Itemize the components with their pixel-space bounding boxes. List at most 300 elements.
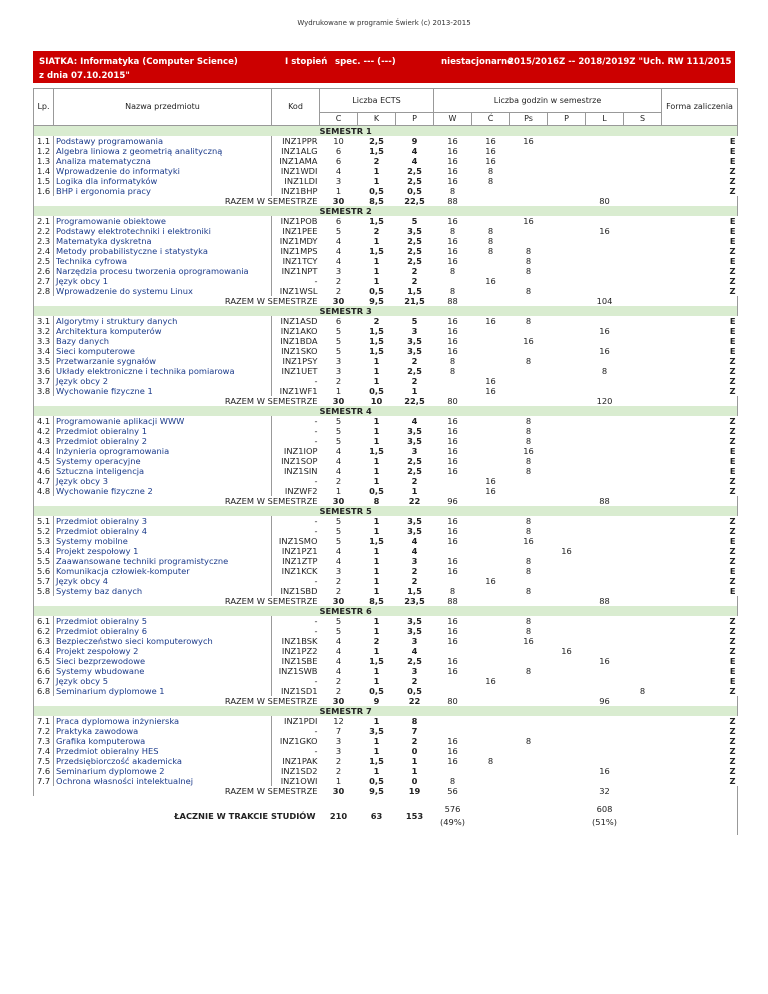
course-k: 1 [373,436,380,446]
course-cw [472,776,510,786]
course-w: 16 [447,136,458,146]
course-form: E [729,656,736,666]
course-row [34,466,738,476]
course-name: Algorytmy i struktury danych [54,316,272,326]
course-w: 16 [447,326,458,336]
course-name: Przedmiot obieralny 1 [54,426,272,436]
course-s [624,136,662,146]
study-grid-table [33,88,738,835]
course-c: 1 [335,776,342,786]
course-l: 16 [599,766,610,776]
course-l [586,456,624,466]
course-l: 16 [599,656,610,666]
course-code: INZ1SMO [272,536,320,546]
course-cw: 8 [487,166,494,176]
course-name: Sieci komputerowe [54,346,272,356]
course-code: INZ1SD1 [272,686,320,696]
course-s [624,476,662,486]
sum-k: 9,5 [369,296,384,306]
course-l [586,726,624,736]
course-cw [472,656,510,666]
course-p: 1 [411,756,418,766]
course-p: 2 [411,736,418,746]
course-s [624,436,662,446]
course-lp: 4.2 [34,426,54,436]
course-code: INZ1SBE [272,656,320,666]
course-name: Analiza matematyczna [54,156,272,166]
course-ps: 8 [525,256,532,266]
col-code: Kod [272,89,320,126]
course-lp: 3.8 [34,386,54,396]
course-l [586,536,624,546]
course-name: Wychowanie fizyczne 2 [54,486,272,496]
course-code: INZ1AMA [272,156,320,166]
course-ps [510,576,548,586]
course-c: 4 [335,246,342,256]
course-cw [472,466,510,476]
course-c: 3 [335,176,342,186]
course-name: Systemy mobilne [54,536,272,546]
course-lp: 2.7 [34,276,54,286]
course-code: - [272,416,320,426]
course-pr [548,376,586,386]
course-code: - [272,616,320,626]
course-l [586,186,624,196]
course-row [34,266,738,276]
course-c: 5 [335,226,342,236]
course-l [586,146,624,156]
course-p: 5 [411,316,418,326]
course-p: 3,5 [407,426,422,436]
course-k: 1 [373,556,380,566]
course-pr [548,656,586,666]
course-lp: 1.1 [34,136,54,146]
course-name: Ochrona własności intelektualnej [54,776,272,786]
course-p: 0,5 [407,186,422,196]
course-pr [548,526,586,536]
course-k: 1 [373,416,380,426]
course-code: - [272,276,320,286]
course-row [34,166,738,176]
course-c: 6 [335,156,342,166]
course-w [434,676,472,686]
course-row [34,426,738,436]
course-p: 4 [411,536,418,546]
course-k: 1,5 [369,346,384,356]
course-lp: 2.5 [34,256,54,266]
course-l: 8 [601,366,608,376]
course-form: Z [729,266,736,276]
course-code: INZ1BHP [272,186,320,196]
course-c: 6 [335,316,342,326]
course-cw: 16 [485,476,496,486]
course-code: INZ1SWB [272,666,320,676]
course-ps: 8 [525,246,532,256]
course-k: 2 [373,636,380,646]
sum-label: RAZEM W SEMESTRZE [34,196,320,206]
course-k: 1 [373,176,380,186]
course-c: 4 [335,466,342,476]
course-lp: 3.4 [34,346,54,356]
course-form: Z [729,716,736,726]
semester-sum-row [34,596,738,606]
course-k: 1,5 [369,756,384,766]
course-l [586,746,624,756]
course-form: E [729,456,736,466]
course-lp: 2.2 [34,226,54,236]
semester-header [34,126,738,137]
course-c: 5 [335,616,342,626]
course-k: 1 [373,466,380,476]
course-k: 1,5 [369,246,384,256]
sum-other: 96 [599,696,610,706]
course-p: 3 [411,666,418,676]
semester-sum-row [34,786,738,796]
course-s [624,366,662,376]
course-pr [548,426,586,436]
course-pr [548,456,586,466]
course-k: 1 [373,476,380,486]
course-ps [510,756,548,766]
course-cw [472,626,510,636]
course-code: INZ1AKO [272,326,320,336]
course-c: 4 [335,646,342,656]
course-name: Inżynieria oprogramowania [54,446,272,456]
course-s [624,256,662,266]
course-code: INZ1SIN [272,466,320,476]
course-p: 1,5 [407,586,422,596]
course-cw: 8 [487,756,494,766]
course-k: 0,5 [369,186,384,196]
course-p: 3,5 [407,346,422,356]
course-pr [548,586,586,596]
sum-w: 56 [447,786,458,796]
course-l [586,566,624,576]
col-hours: Liczba godzin w semestrze [434,89,662,113]
total-w [434,796,472,835]
course-code: - [272,426,320,436]
col-lp: Lp. [34,89,54,126]
course-form: E [729,326,736,336]
course-s [624,236,662,246]
course-code: - [272,526,320,536]
course-form: E [729,136,736,146]
course-l [586,266,624,276]
course-cw: 16 [485,376,496,386]
course-ps: 8 [525,626,532,636]
course-w: 16 [447,246,458,256]
course-s [624,466,662,476]
course-ps [510,376,548,386]
course-p: 2,5 [407,256,422,266]
course-code: INZ1IOP [272,446,320,456]
course-row [34,326,738,336]
course-lp: 4.5 [34,456,54,466]
course-ps: 8 [525,266,532,276]
course-name: Wprowadzenie do systemu Linux [54,286,272,296]
course-c: 2 [335,276,342,286]
course-w: 16 [447,146,458,156]
course-k: 3,5 [369,726,384,736]
course-code: INZ1PDI [272,716,320,726]
sum-c: 30 [332,786,345,796]
course-c: 5 [335,626,342,636]
course-name: Seminarium dyplomowe 1 [54,686,272,696]
course-form: Z [729,776,736,786]
course-l [586,526,624,536]
course-form: Z [729,476,736,486]
course-code: INZ1UET [272,366,320,376]
sum-w: 80 [447,696,458,706]
sum-other: 88 [599,496,610,506]
course-p: 4 [411,146,418,156]
course-k: 0,5 [369,486,384,496]
course-ps [510,766,548,776]
course-s [624,316,662,326]
course-name: Bezpieczeństwo sieci komputerowych [54,636,272,646]
course-cw [472,266,510,276]
course-k: 1 [373,376,380,386]
course-pr [548,536,586,546]
course-s [624,536,662,546]
course-row [34,186,738,196]
course-k: 1 [373,356,380,366]
course-code: INZ1OWI [272,776,320,786]
col-pr: P [548,113,586,126]
course-k: 1,5 [369,216,384,226]
course-s [624,716,662,726]
semester-sum-row [34,196,738,206]
course-w: 8 [449,226,456,236]
course-pr [548,366,586,376]
course-form: E [729,236,736,246]
course-row [34,276,738,286]
course-c: 5 [335,436,342,446]
course-s: 8 [639,686,646,696]
course-lp: 6.1 [34,616,54,626]
course-l [586,546,624,556]
course-p: 0 [411,746,418,756]
course-k: 1 [373,646,380,656]
course-ps: 8 [525,586,532,596]
course-k: 1,5 [369,656,384,666]
total-c: 210 [329,810,348,821]
program-mode: niestacjonarne [441,57,513,67]
course-code: INZ1PEE [272,226,320,236]
course-s [624,216,662,226]
semester-title: SEMESTR 3 [320,306,662,316]
course-p: 3 [411,446,418,456]
course-cw [472,326,510,336]
course-lp: 2.6 [34,266,54,276]
course-l [586,246,624,256]
course-lp: 3.5 [34,356,54,366]
course-row [34,586,738,596]
course-form: Z [729,376,736,386]
course-row [34,566,738,576]
course-pr [548,576,586,586]
course-lp: 6.7 [34,676,54,686]
sum-k: 8,5 [369,196,384,206]
sum-w: 88 [447,196,458,206]
course-code: INZ1GKO [272,736,320,746]
course-c: 2 [335,586,342,596]
course-k: 1,5 [369,146,384,156]
course-lp: 4.1 [34,416,54,426]
course-name: Sieci bezprzewodowe [54,656,272,666]
course-cw [472,346,510,356]
course-l [586,176,624,186]
course-l [586,476,624,486]
course-w [434,686,472,696]
course-name: Grafika komputerowa [54,736,272,746]
course-cw [472,256,510,266]
course-w: 16 [447,346,458,356]
course-pr [548,446,586,456]
course-l [586,666,624,676]
course-w: 16 [447,636,458,646]
course-pr [548,246,586,256]
course-s [624,146,662,156]
col-w: W [434,113,472,126]
course-pr [548,226,586,236]
course-ps [510,166,548,176]
course-c: 4 [335,236,342,246]
course-s [624,636,662,646]
sum-p: 22,5 [404,196,425,206]
course-cw [472,636,510,646]
sum-label: RAZEM W SEMESTRZE [34,496,320,506]
course-ps: 8 [525,466,532,476]
course-name: Programowanie aplikacji WWW [54,416,272,426]
course-lp: 3.6 [34,366,54,376]
course-lp: 2.3 [34,236,54,246]
course-k: 1 [373,256,380,266]
course-l [586,486,624,496]
course-w: 16 [447,416,458,426]
course-row [34,286,738,296]
course-name: Narzędzia procesu tworzenia oprogramowania [54,266,272,276]
course-k: 1 [373,766,380,776]
course-c: 2 [335,286,342,296]
course-w: 16 [447,466,458,476]
course-ps [510,146,548,156]
course-c: 5 [335,426,342,436]
course-l [586,256,624,266]
course-cw: 8 [487,236,494,246]
course-form: Z [729,736,736,746]
course-cw [472,446,510,456]
course-c: 5 [335,326,342,336]
sum-other: 104 [596,296,613,306]
course-code: - [272,576,320,586]
course-s [624,566,662,576]
course-cw [472,736,510,746]
course-name: Przedmiot obieralny 6 [54,626,272,636]
course-name: Metody probabilistyczne i statystyka [54,246,272,256]
course-s [624,156,662,166]
course-w: 8 [449,776,456,786]
course-s [624,746,662,756]
course-row [34,256,738,266]
course-pr [548,486,586,496]
course-c: 5 [335,536,342,546]
course-code: INZ1ALG [272,146,320,156]
course-l [586,776,624,786]
course-p: 2,5 [407,366,422,376]
course-ps [510,326,548,336]
course-pr [548,666,586,676]
course-row [34,656,738,666]
course-w [434,546,472,556]
sum-other: 80 [599,196,610,206]
course-cw: 8 [487,246,494,256]
course-c: 10 [333,136,344,146]
course-pr [548,256,586,266]
course-ps: 16 [523,536,534,546]
course-w [434,766,472,776]
course-code: INZ1SBD [272,586,320,596]
course-c: 2 [335,576,342,586]
course-w: 8 [449,586,456,596]
course-lp: 4.7 [34,476,54,486]
col-ects: Liczba ECTS [320,89,434,113]
course-cw [472,286,510,296]
sum-other: 32 [599,786,610,796]
course-name: Wprowadzenie do informatyki [54,166,272,176]
course-s [624,276,662,286]
course-cw [472,566,510,576]
sum-label: RAZEM W SEMESTRZE [34,396,320,406]
course-cw [472,546,510,556]
sum-p: 22 [408,496,421,506]
course-row [34,386,738,396]
course-ps [510,646,548,656]
semester-title: SEMESTR 1 [320,126,662,137]
course-form: Z [729,756,736,766]
course-s [624,226,662,236]
course-ps: 8 [525,516,532,526]
course-k: 1 [373,576,380,586]
course-p: 2 [411,356,418,366]
course-form: E [729,316,736,326]
course-code: INZ1NPT [272,266,320,276]
course-lp: 1.2 [34,146,54,156]
course-code: INZ1ASD [272,316,320,326]
course-ps: 8 [525,436,532,446]
course-row [34,776,738,786]
course-s [624,416,662,426]
course-w [434,726,472,736]
course-code: INZ1MDY [272,236,320,246]
course-pr [548,166,586,176]
course-code: INZ1LDI [272,176,320,186]
course-cw [472,426,510,436]
course-row [34,436,738,446]
course-cw: 16 [485,156,496,166]
course-c: 3 [335,746,342,756]
course-pr [548,316,586,326]
course-p: 2,5 [407,166,422,176]
course-s [624,666,662,676]
sum-c: 30 [332,296,345,306]
course-lp: 2.8 [34,286,54,296]
course-c: 4 [335,256,342,266]
course-pr [548,626,586,636]
course-lp: 6.8 [34,686,54,696]
course-lp: 2.1 [34,216,54,226]
course-l [586,636,624,646]
